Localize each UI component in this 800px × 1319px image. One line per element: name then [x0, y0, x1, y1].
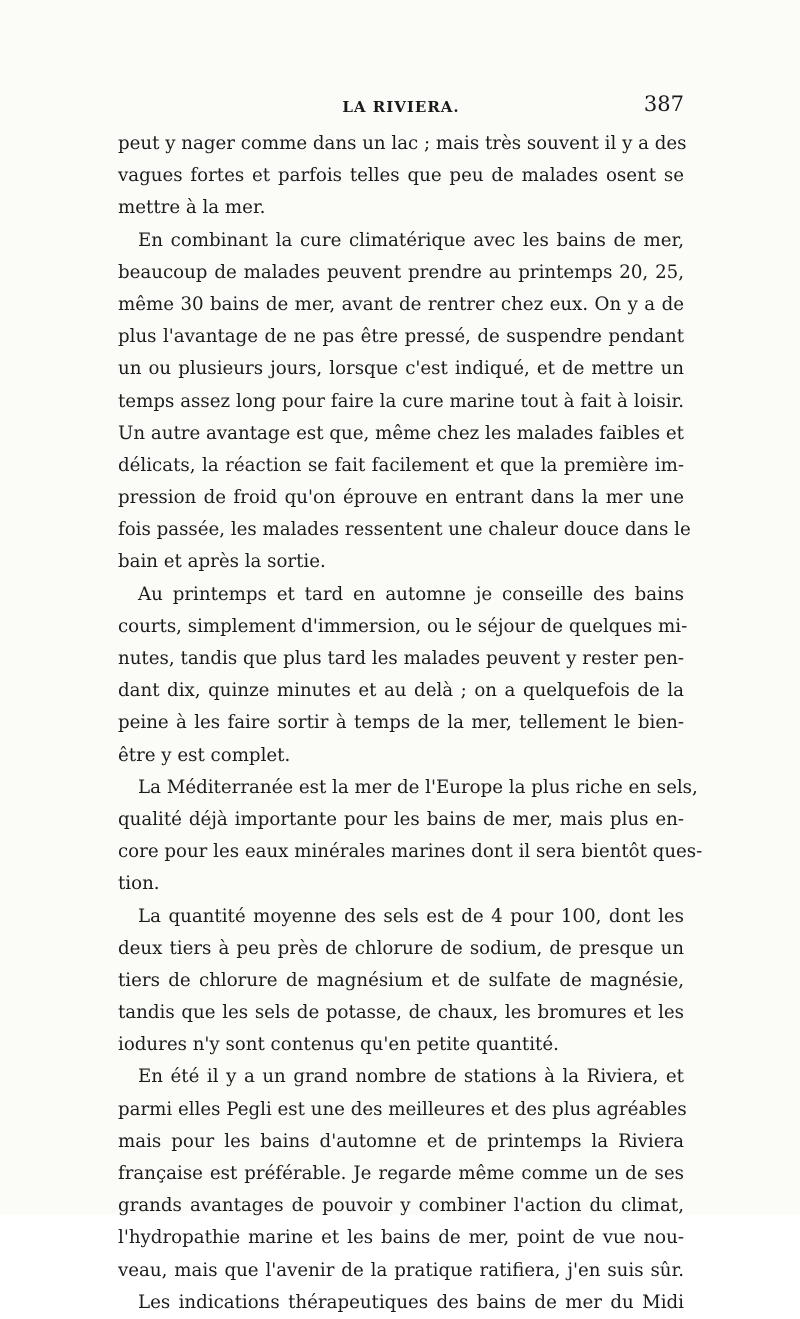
running-title: LA RIVIERA. — [342, 98, 460, 116]
text-line: vagues fortes et parfois telles que peu de malades osent se — [118, 165, 684, 187]
text-line: grands avantages de pouvoir y combiner l'action du climat, — [118, 1195, 684, 1217]
text-line: même 30 bains de mer, avant de rentrer chez eux. On y a de — [118, 293, 684, 315]
text-line: qualité déjà importante pour les bains de mer, mais plus en- — [118, 808, 684, 830]
text-line: peut y nager comme dans un lac ; mais très souvent il y a des — [118, 133, 687, 154]
text-line: nutes, tandis que plus tard les malades peuvent y rester pen- — [118, 648, 684, 669]
text-line: peine à les faire sortir à temps de la mer, tellement le bien- — [118, 712, 684, 734]
text-line: délicats, la réaction se fait facilement et que la première im- — [118, 454, 684, 476]
text-line: fois passée, les malades ressentent une chaleur douce dans le — [118, 519, 691, 541]
text-line: française est préférable. Je regarde même comme un de ses — [118, 1163, 684, 1184]
text-line: mettre à la mer. — [118, 197, 266, 219]
text-line: tion. — [118, 873, 160, 895]
text-line: La Méditerranée est la mer de l'Europe la plus riche en sels, — [138, 776, 698, 798]
text-line: l'hydropathie marine et les bains de mer, point de vue nou- — [118, 1227, 684, 1249]
text-line: bain et après la sortie. — [118, 551, 326, 573]
text-line: veau, mais que l'avenir de la pratique ratifiera, j'en suis sûr. — [118, 1259, 684, 1281]
text-line: parmi elles Pegli est une des meilleures et des plus agréables — [118, 1098, 687, 1120]
text-line: plus l'avantage de ne pas être pressé, de suspendre pendant — [118, 326, 684, 348]
running-head — [118, 92, 684, 122]
text-line: mais pour les bains d'automne et de printemps la Riviera — [118, 1130, 684, 1152]
text-line: courts, simplement d'immersion, ou le séjour de quelques mi- — [118, 615, 688, 637]
text-line: Un autre avantage est que, même chez les malades faibles et — [118, 422, 684, 444]
text-line: En été il y a un grand nombre de stations à la Riviera, et — [138, 1066, 684, 1088]
text-line: deux tiers à peu près de chlorure de sodium, de presque un — [118, 937, 684, 959]
text-line: pression de froid qu'on éprouve en entrant dans la mer une — [118, 487, 684, 509]
text-line: Les indications thérapeutiques des bains de mer du Midi — [138, 1291, 684, 1313]
text-line: beaucoup de malades peuvent prendre au printemps 20, 25, — [118, 261, 684, 283]
text-line: dant dix, quinze minutes et au delà ; on a quelquefois de la — [118, 680, 684, 702]
text-line: La quantité moyenne des sels est de 4 pour 100, dont les — [138, 905, 684, 927]
text-line: un ou plusieurs jours, lorsque c'est indiqué, et de mettre un — [118, 358, 684, 380]
text-line: tandis que les sels de potasse, de chaux, les bromures et les — [118, 1002, 684, 1024]
text-line: En combinant la cure climatérique avec les bains de mer, — [138, 229, 684, 251]
body-text — [118, 128, 703, 1319]
page-number: 387 — [643, 92, 684, 116]
text-line: tiers de chlorure de magnésium et de sulfate de magnésie, — [118, 969, 684, 991]
text-line: iodures n'y sont contenus qu'en petite quantité. — [118, 1034, 559, 1056]
text-line: core pour les eaux minérales marines dont il sera bientôt ques- — [118, 841, 703, 863]
text-line: Au printemps et tard en automne je conseille des bains — [138, 583, 684, 605]
text-line: être y est complet. — [118, 744, 291, 766]
text-line: temps assez long pour faire la cure marine tout à fait à loisir. — [118, 390, 684, 412]
